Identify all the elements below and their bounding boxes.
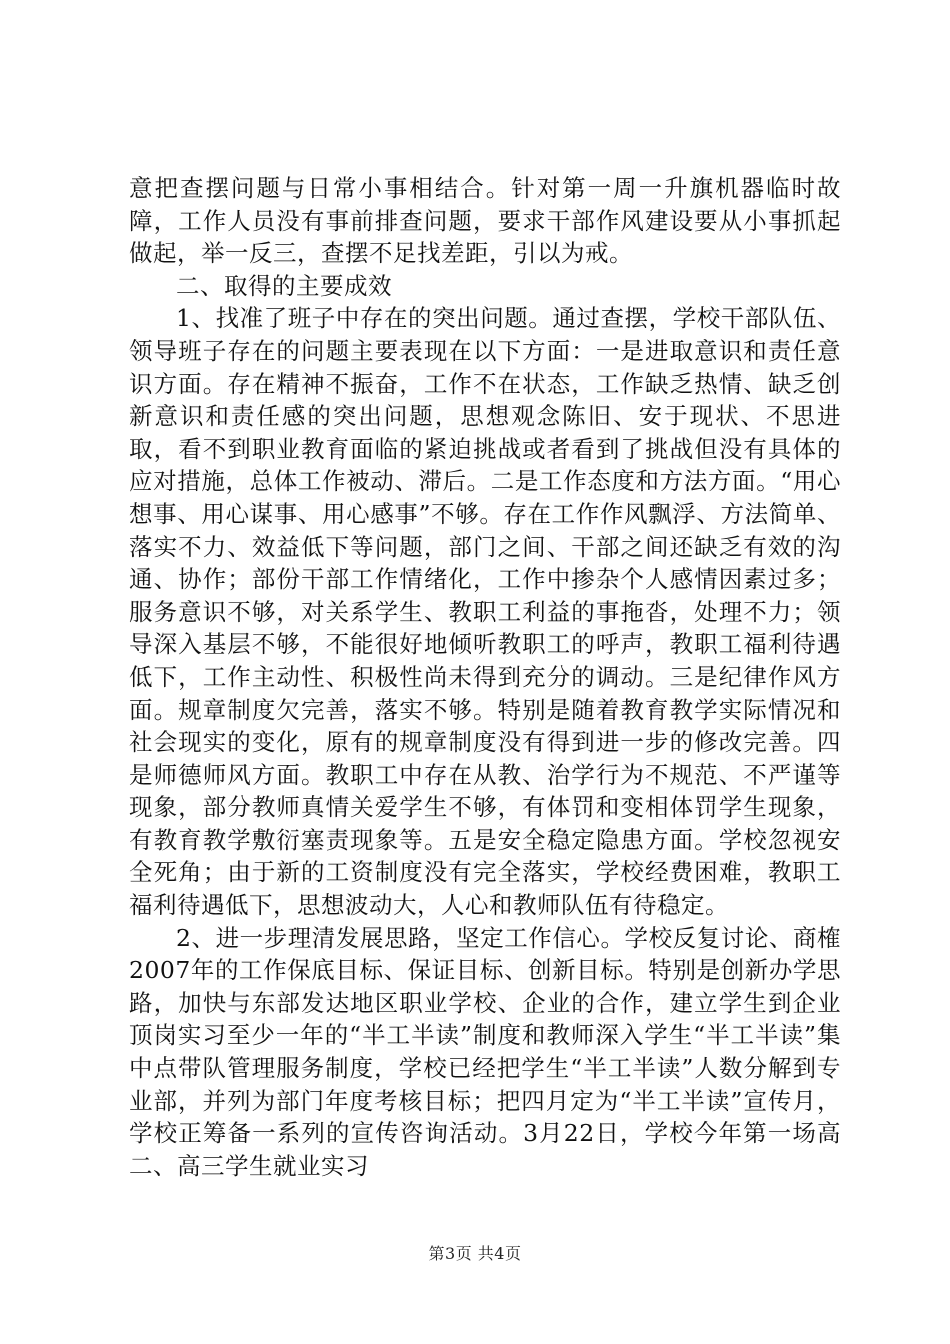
paragraph-item-1: 1、找准了班子中存在的突出问题。通过查摆，学校干部队伍、领导班子存在的问题主要表现在以下方面：一是进取意识和责任意识方面。存在精神不振奋，工作不在状态，工作缺乏热情、缺乏创新意识和责任感的突出问题，思想观念陈旧、安于现状、不思进取，看不到职业教育面临的紧迫挑战或者看到了挑战但没有具体的应对措施，总体工作被动、滞后。二是工作态度和方法方面。“用心想事、用心谋事、用心感事”不够。存在工作作风飘浮、方法简单、落实不力、效益低下等问题，部门之间、干部之间还缺乏有效的沟通、协作；部份干部工作情绪化，工作中掺杂个人感情因素过多；服务意识不够，对关系学生、教职工利益的事拖沓，处理不力；领导深入基层不够，不能很好地倾听教职工的呼声，教职工福利待遇低下，工作主动性、积极性尚未得到充分的调动。三是纪律作风方面。规章制度欠完善，落实不够。特别是随着教育教学实际情况和社会现实的变化，原有的规章制度没有得到进一步的修改完善。四是师德师风方面。教职工中存在从教、治学行为不规范、不严谨等现象，部分教师真情关爱学生不够，有体罚和变相体罚学生现象，有教育教学敷衍塞责现象等。五是安全稳定隐患方面。学校忽视安全死角；由于新的工资制度没有完全落实，学校经费困难，教职工福利待遇低下，思想波动大，人心和教师队伍有待稳定。 <box>129 304 841 920</box>
paragraph-continuation: 意把查摆问题与日常小事相结合。针对第一周一升旗机器临时故障，工作人员没有事前排查问题，要求干部作风建设要从小事抓起做起，举一反三，查摆不足找差距，引以为戒。 <box>129 174 841 268</box>
paragraph-item-2: 2、进一步理清发展思路，坚定工作信心。学校反复讨论、商榷2007年的工作保底目标、保证目标、创新目标。特别是创新办学思路，加快与东部发达地区职业学校、企业的合作，建立学生到企业顶岗实习至少一年的“半工半读”制度和教师深入学生“半工半读”集中点带队管理服务制度，学校已经把学生“半工半读”人数分解到专业部，并列为部门年度考核目标；把四月定为“半工半读”宣传月，学校正筹备一系列的宣传咨询活动。3月22日，学校今年第一场高二、高三学生就业实习 <box>129 923 841 1180</box>
page-footer: 第3页 共4页 <box>428 1244 522 1263</box>
section-heading-achievements: 二、取得的主要成效 <box>176 271 392 300</box>
document-body <box>129 172 841 1182</box>
